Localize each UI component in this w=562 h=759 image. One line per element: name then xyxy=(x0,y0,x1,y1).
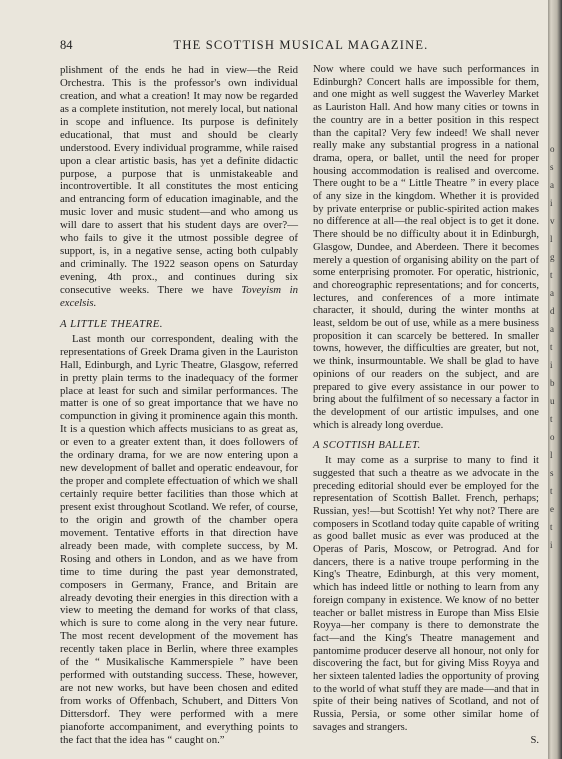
edge-fragment: v xyxy=(550,216,555,226)
little-theatre-continued-paragraph: Now where could we have such performances in Edinburgh? Concert halls are impossible for them, and one might as well suggest the Waverley Market as Lauriston Hall. And how many cities or towns in the country are in a better position in this respect than the capital? Very few indeed! We shall never really make any substantial progress in a national drama, opera, or ballet, until the need for proper housing accommodation is realised and overcome. There ought to be a “ Little Theatre ” in every place of any size in the kingdom. Whether it is provided by private enterprise or public-spirited action makes no difference at all—the real object is to get it done. There should be no difficulty about it in Edinburgh, Glasgow, Dundee, and Aberdeen. There it becomes merely a question of organising ability on the part of some enterprising promoter. For operatic, histrionic, and choreographic representations; and for concerts, lectures, and conferences of a more intimate character, it should, during the winter months at least, seldom be out of use, while as a mere business proposition it can scarcely be bettered. In smaller towns, however, the difficulties are greater, but not, we think, insurmountable. We shall be glad to have opinions of our readers on the subject, and are prepared to give every assistance in our power to bring about the fulfilment of so necessary a factor in the development of our artistic impulses, and one which is already long overdue. xyxy=(313,64,539,431)
edge-fragment: e xyxy=(550,504,554,514)
edge-fragment: g xyxy=(550,252,555,262)
edge-fragment: l xyxy=(550,234,553,244)
edge-fragment: s xyxy=(550,162,554,172)
edge-fragment: i xyxy=(550,360,553,370)
paragraph-text: plishment of the ends he had in view—the Reid Orchestra. This is the professor's own individual creation, and what a creation! It may now be regarded as a complete institution, not merely local, but national in scope and influence. Its purpose is definitely educational, that must and should be clearly understood. Every individual programme, while raised upon a clear artistic basis, has yet a definite didactic purpose, a purpose that is unmistakeable and incontrovertible. It all constitutes the most enticing and entrancing form of education imaginable, and the music lover and music student—and who among us will dare to assert that his student days are over?—who fails to give it the utmost possible degree of support, is, in a negative sense, acting both culpably and criminally. The 1922 season opens on Saturday evening, 4th prox., and continues during six consecutive weeks. There we have xyxy=(60,64,298,296)
reid-orchestra-paragraph xyxy=(60,64,298,310)
edge-fragment: a xyxy=(550,288,554,298)
italic-phrase: Toveyism in excelsis. xyxy=(60,283,299,309)
section-heading-little-theatre: A LITTLE THEATRE. xyxy=(60,317,163,330)
edge-fragment: o xyxy=(550,432,555,442)
edge-fragment: t xyxy=(550,414,553,424)
edge-fragment: a xyxy=(550,324,554,334)
running-title: THE SCOTTISH MUSICAL MAGAZINE. xyxy=(173,38,429,52)
section-heading-scottish-ballet: A SCOTTISH BALLET. xyxy=(313,440,421,452)
edge-fragment: t xyxy=(550,342,553,352)
edge-fragment: i xyxy=(550,198,553,208)
edge-fragment: s xyxy=(550,468,554,478)
edge-fragment: t xyxy=(550,486,553,496)
right-column xyxy=(313,64,539,747)
edge-fragment: l xyxy=(550,450,553,460)
edge-fragment: o xyxy=(550,144,555,154)
paragraph-text: It may come as a surprise to many to find it suggested that such a theatre as we advocate in the preceding editorial should ever be employed for the representation of Scottish Ballet. French, perhaps; Russian, yes!—but Scottish! Yet why not? There are composers in Scotland today quite capable of writing as good ballet music as ever was produced at the Operas of Paris, Moscow, or Petrograd. And for dancers, there is a native troupe performing in the King's Theatre, Edinburgh, at this very moment, which has indeed little or nothing to learn from any foreign company in existence. We know of no better teacher or ballet mistress in Europe than Miss Elsie Royya—her company is there to demonstrate the fact—and the King's Theatre management and pantomime producer deserve all honour, not only for discovering the fact, but for giving Miss Royya and her sixteen talented ladies the opportunity of proving to the world of what stuff they are made—and that in spite of their being natives of Scotland, and not of Russia, Persia, or some other similar home of savages and strangers. xyxy=(313,455,539,733)
edge-fragment: i xyxy=(550,540,553,550)
little-theatre-paragraph: Last month our correspondent, dealing with the representations of Greek Drama given in the Lauriston Hall, Edinburgh, and Lyric Theatre, Glasgow, referred in pretty plain terms to the inadequacy of the former place at least for such and similar performances. The matter is one of so great importance that we have no compunction in giving it prominence again this month. It is a question which affects musicians to as great as, or even to a greater extent than, it does followers of the ordinary drama, for we are now entering upon a new development of ballet and operatic endeavour, for the proper and complete effectuation of which we shall certainly require better facilities than those which at present exist throughout Scotland. We refer, of course, to the origin and growth of the chamber opera movement. Tentative efforts in that direction have already been made, with complete success, by M. Rosing and others in London, and as we have from time to time during the past year demonstrated, composers in Germany, France, and Britain are already devoting their energies in this direction with a view to meeting the demand for works of that class, which is sure to come along in the very near future. The most recent development of the movement has recently taken place in Berlin, where three examples of the “ Musikalische Kammerspiele ” have been performed with outstanding success. These, however, are not new works, but have been chosen and edited from works of Offenbach, Schubert, and Ditters Von Dittersdorf. They were performed with a mere pianoforte accompaniment, and everything points to the fact that the idea has “ caught on.” xyxy=(60,332,298,746)
page-header xyxy=(60,38,542,54)
page-number: 84 xyxy=(60,38,73,52)
facing-page-fragments xyxy=(550,140,560,554)
edge-fragment: t xyxy=(550,522,553,532)
scottish-ballet-paragraph xyxy=(313,455,539,747)
edge-fragment: b xyxy=(550,378,555,388)
edge-fragment: d xyxy=(550,306,555,316)
edge-fragment: a xyxy=(550,180,554,190)
left-column xyxy=(60,64,298,747)
edge-fragment: u xyxy=(550,396,555,406)
signature: S. xyxy=(530,734,539,746)
edge-fragment: t xyxy=(550,270,553,280)
